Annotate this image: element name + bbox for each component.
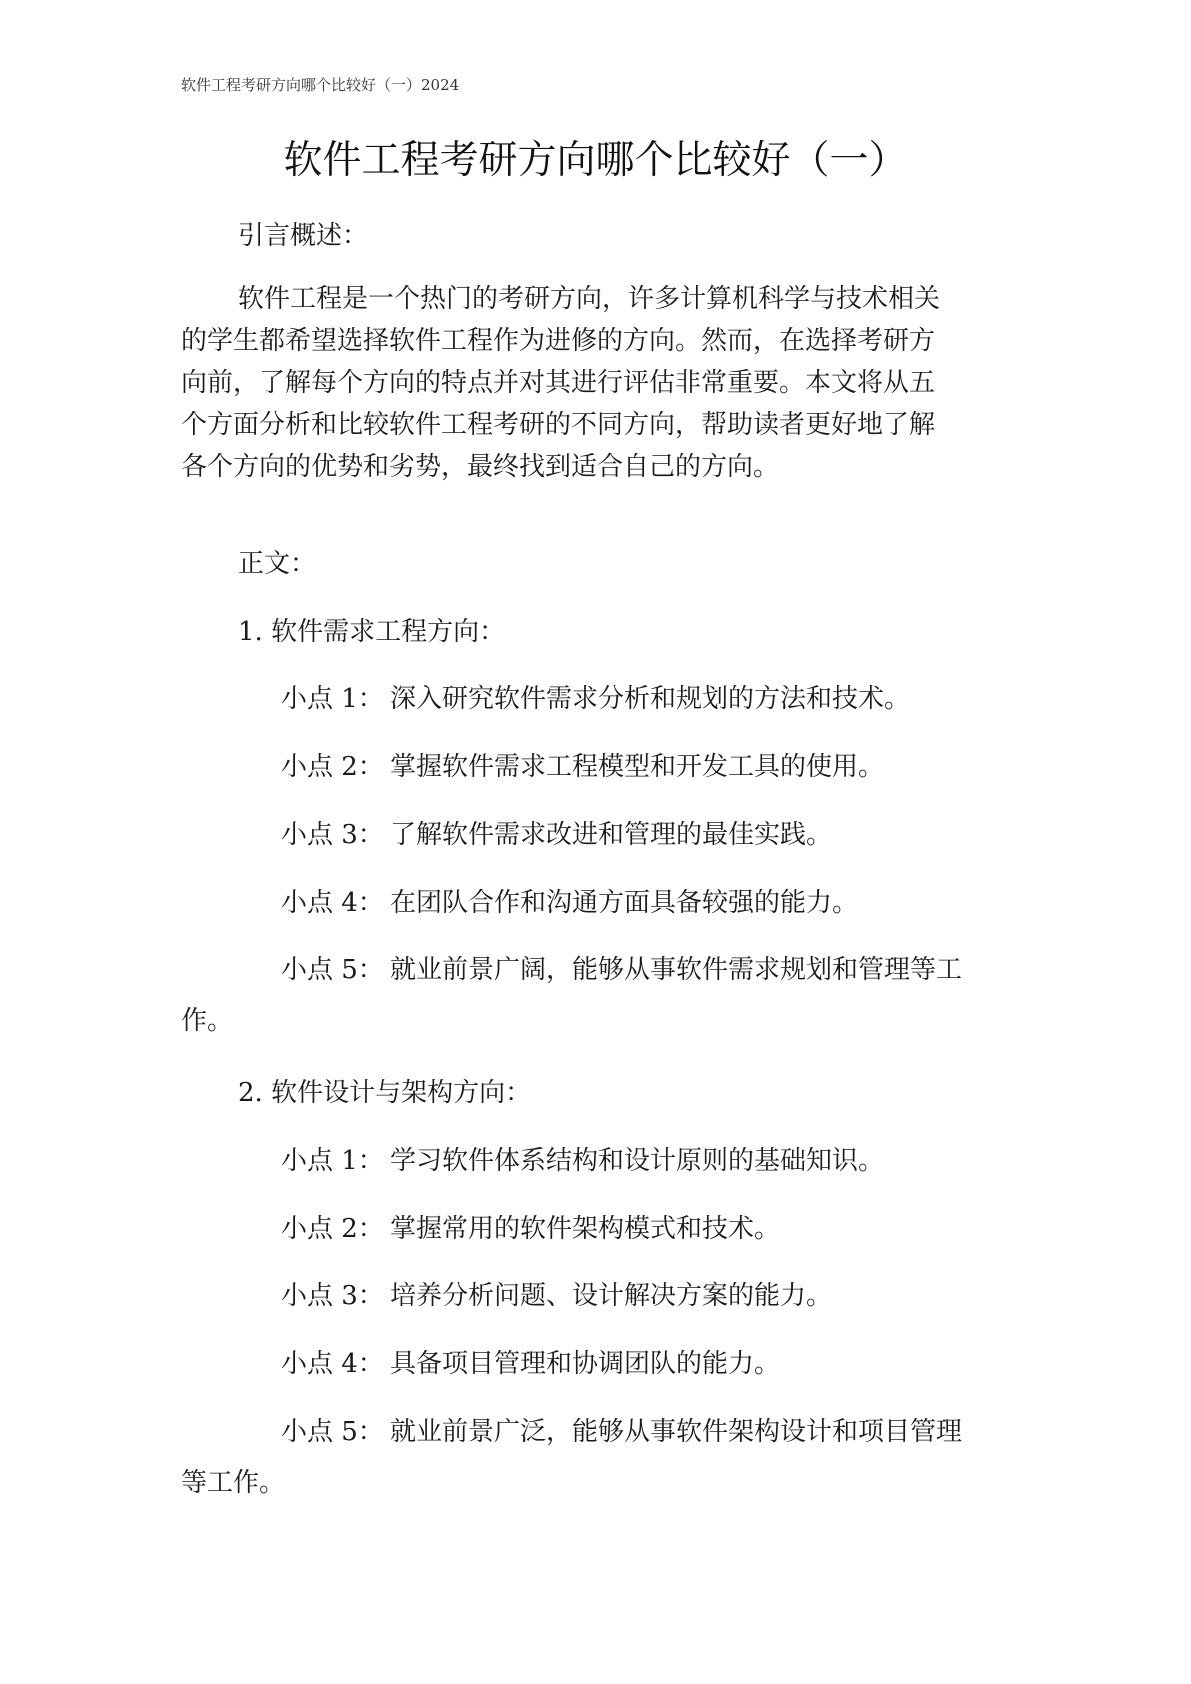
intro-line: 向前，了解每个方向的特点并对其进行评估非常重要。本文将从五 <box>181 368 936 398</box>
intro-line: 个方面分析和比较软件工程考研的不同方向，帮助读者更好地了解 <box>181 410 936 440</box>
point-text: 在团队合作和沟通方面具备较强的能力。 <box>390 888 859 918</box>
intro-line: 各个方向的优势和劣势，最终找到适合自己的方向。 <box>181 452 780 482</box>
point-text: 培养分析问题、设计解决方案的能力。 <box>390 1281 833 1311</box>
document-title: 软件工程考研方向哪个比较好（一） <box>283 138 908 183</box>
intro-line: 软件工程是一个热门的考研方向，许多计算机科学与技术相关 <box>238 284 941 314</box>
point-text: 学习软件体系结构和设计原则的基础知识。 <box>390 1146 885 1176</box>
section-heading: 1. 软件需求工程方向： <box>238 617 506 647</box>
point-label: 小点 4： <box>281 888 384 918</box>
point-text: 了解软件需求改进和管理的最佳实践。 <box>390 820 833 850</box>
point-label: 小点 5： <box>281 1417 384 1447</box>
point-text: 具备项目管理和协调团队的能力。 <box>390 1349 781 1379</box>
point-text: 就业前景广泛，能够从事软件架构设计和项目管理 <box>390 1417 963 1447</box>
point-label: 小点 5： <box>281 955 384 985</box>
body-heading: 正文： <box>238 549 317 579</box>
point-label: 小点 2： <box>281 752 384 782</box>
point-label: 小点 2： <box>281 1214 384 1244</box>
intro-line: 的学生都希望选择软件工程作为进修的方向。然而，在选择考研方 <box>181 326 936 356</box>
point-label: 小点 1： <box>281 1146 384 1176</box>
point-text: 掌握软件需求工程模型和开发工具的使用。 <box>390 752 885 782</box>
point-label: 小点 4： <box>281 1349 384 1379</box>
point-text-continuation: 作。 <box>181 1006 234 1036</box>
point-text: 深入研究软件需求分析和规划的方法和技术。 <box>390 684 911 714</box>
point-text-continuation: 等工作。 <box>181 1468 286 1498</box>
section-heading: 2. 软件设计与架构方向： <box>238 1078 532 1108</box>
point-text: 就业前景广阔，能够从事软件需求规划和管理等工 <box>390 955 963 985</box>
point-label: 小点 3： <box>281 820 384 850</box>
intro-heading: 引言概述： <box>238 221 369 251</box>
point-label: 小点 3： <box>281 1281 384 1311</box>
point-text: 掌握常用的软件架构模式和技术。 <box>390 1214 781 1244</box>
point-label: 小点 1： <box>281 684 384 714</box>
running-header: 软件工程考研方向哪个比较好（一）2024 <box>181 76 460 94</box>
